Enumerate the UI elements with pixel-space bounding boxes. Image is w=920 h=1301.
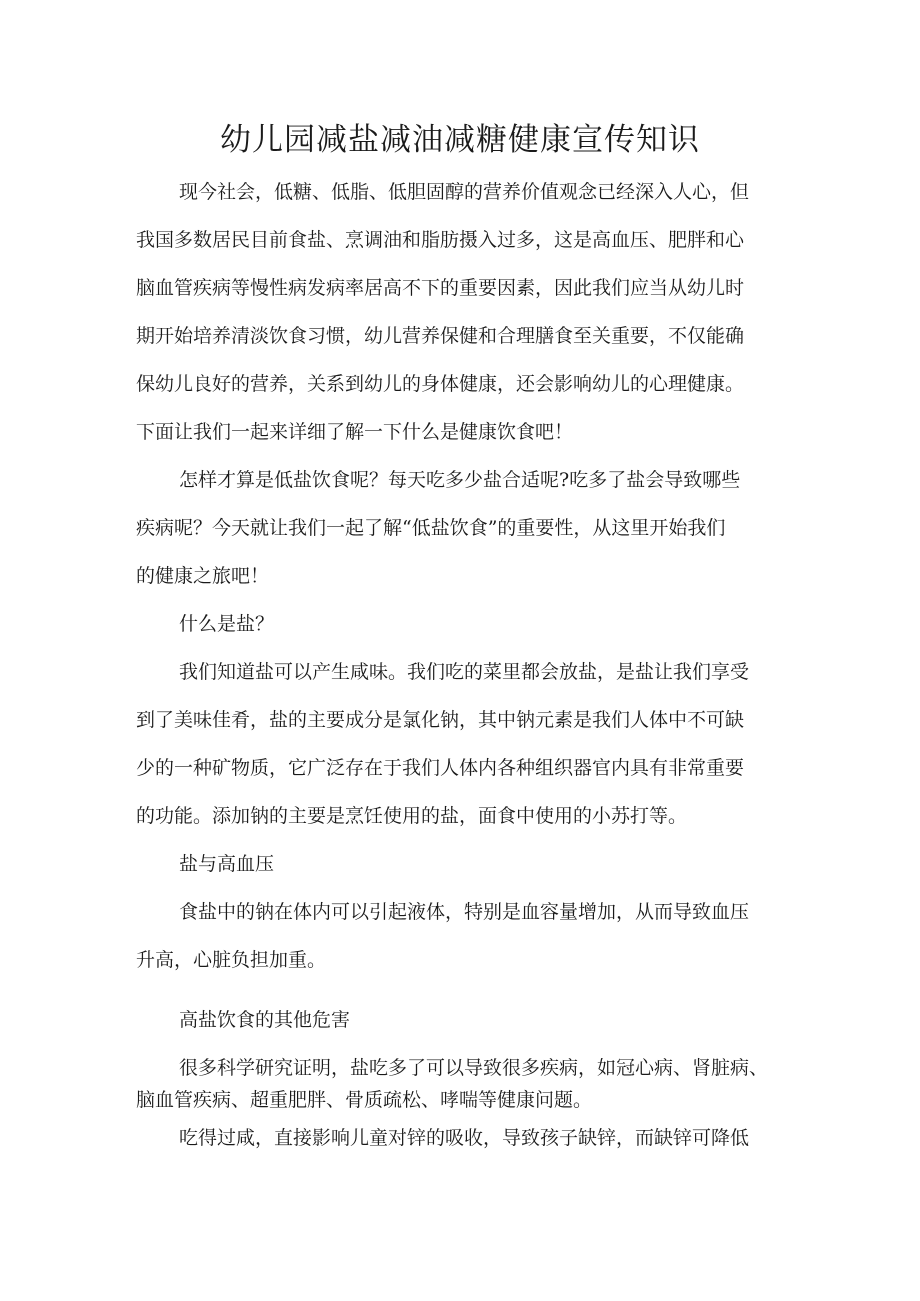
other-harms-paragraph xyxy=(136,1052,786,1116)
salt-definition-paragraph xyxy=(136,648,786,840)
text-line: 的功能。添加钠的主要是烹饪使用的盐，面食中使用的小苏打等。 xyxy=(136,805,688,827)
text-line: 吃得过咸，直接影响儿童对锌的吸收，导致孩子缺锌，而缺锌可降低 xyxy=(179,1127,750,1149)
text-line: 的健康之旅吧！ xyxy=(136,565,270,587)
text-line: 下面让我们一起来详细了解一下什么是健康饮食吧！ xyxy=(136,421,574,443)
blood-pressure-paragraph xyxy=(136,888,786,984)
text-line: 期开始培养清淡饮食习惯，幼儿营养保健和合理膳食至关重要，不仅能确 xyxy=(136,325,745,347)
document-title: 幼儿园减盐减油减糖健康宣传知识 xyxy=(220,122,700,158)
heading-text: 高盐饮食的其他危害 xyxy=(179,1009,351,1031)
text-line: 保幼儿良好的营养，关系到幼儿的身体健康，还会影响幼儿的心理健康。 xyxy=(136,373,745,395)
text-line: 升高，心脏负担加重。 xyxy=(136,949,327,971)
text-line: 脑血管疾病、超重肥胖、骨质疏松、哮喘等健康问题。 xyxy=(136,1089,593,1111)
text-line: 很多科学研究证明，盐吃多了可以导致很多疾病，如冠心病、肾脏病、 xyxy=(179,1057,769,1079)
intro-paragraph xyxy=(136,168,786,456)
text-line: 疾病呢？今天就让我们一起了解“低盐饮食”的重要性，从这里开始我们 xyxy=(136,517,726,539)
heading-text: 盐与高血压 xyxy=(179,853,275,875)
text-line: 我们知道盐可以产生咸味。我们吃的菜里都会放盐，是盐让我们享受 xyxy=(179,661,750,683)
text-line: 怎样才算是低盐饮食呢？每天吃多少盐合适呢?吃多了盐会导致哪些 xyxy=(179,469,741,491)
text-line: 食盐中的钠在体内可以引起液体，特别是血容量增加，从而导致血压 xyxy=(179,901,750,923)
text-line: 脑血管疾病等慢性病发病率居高不下的重要因素，因此我们应当从幼儿时 xyxy=(136,277,745,299)
section-heading-other-harms xyxy=(136,996,786,1044)
text-line: 我国多数居民目前食盐、烹调油和脂肪摄入过多，这是高血压、肥胖和心 xyxy=(136,229,745,251)
zinc-paragraph xyxy=(136,1114,786,1162)
text-line: 现今社会，低糖、低脂、低胆固醇的营养价值观念已经深入人心，但 xyxy=(179,181,750,203)
heading-text: 什么是盐？ xyxy=(179,613,275,635)
low-salt-question-paragraph xyxy=(136,456,786,600)
section-heading-salt-and-blood-pressure xyxy=(136,840,786,888)
text-line: 到了美味佳肴，盐的主要成分是氯化钠，其中钠元素是我们人体中不可缺 xyxy=(136,709,745,731)
section-heading-what-is-salt xyxy=(136,600,786,648)
text-line: 少的一种矿物质，它广泛存在于我们人体内各种组织器官内具有非常重要 xyxy=(136,757,745,779)
